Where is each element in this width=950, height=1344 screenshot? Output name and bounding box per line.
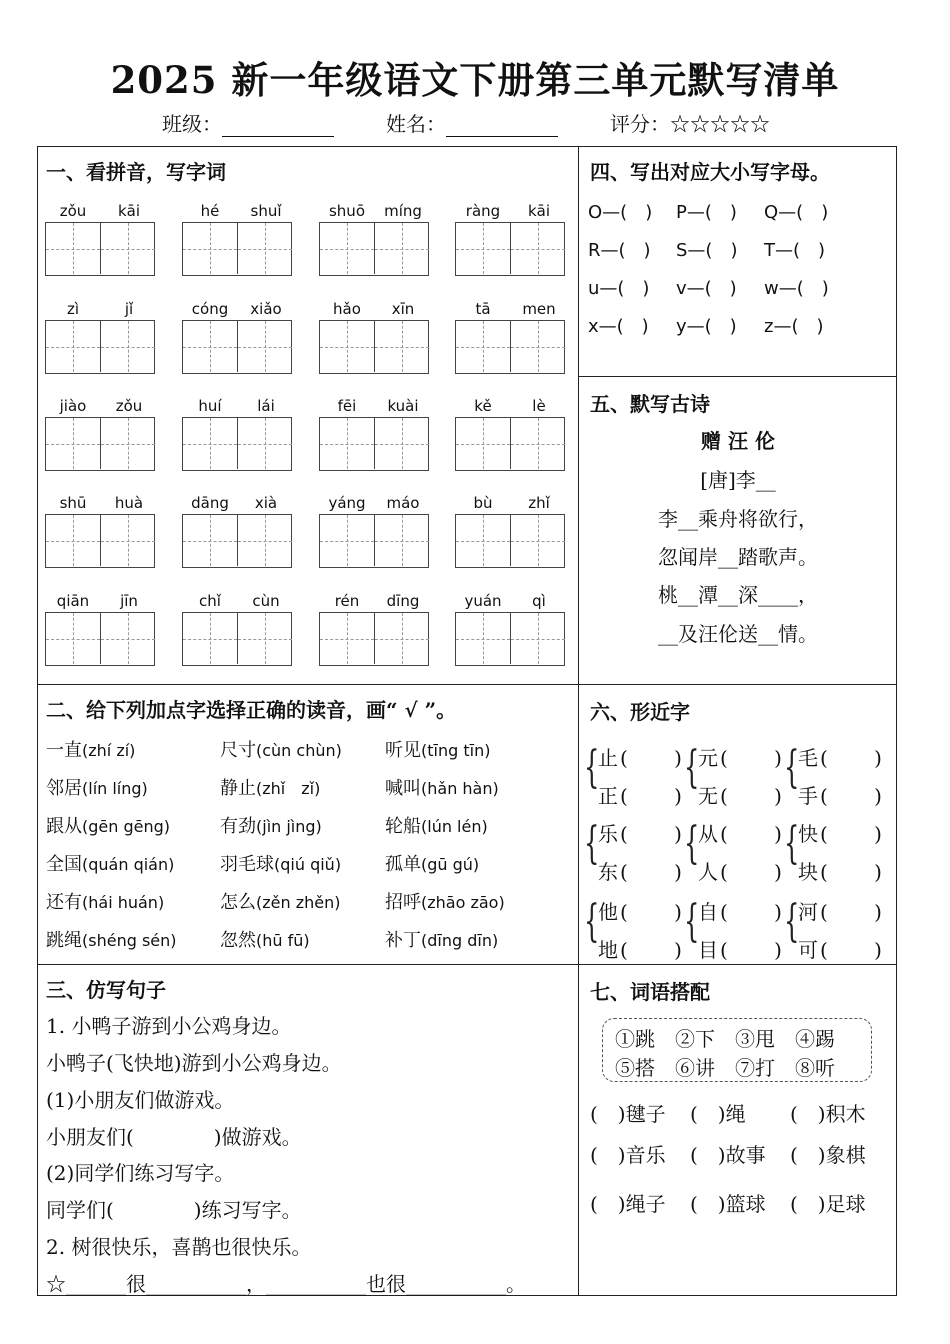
paren[interactable]: ( ): [720, 746, 782, 770]
sentence-line: (1)小朋友们做游戏。: [46, 1088, 235, 1112]
reading-options[interactable]: (gū gú): [421, 855, 480, 874]
writing-boxes[interactable]: [319, 514, 429, 568]
writing-cell[interactable]: [510, 613, 565, 664]
sentence-line[interactable]: 小朋友们( )做游戏。: [46, 1125, 302, 1149]
writing-cell[interactable]: [183, 223, 237, 274]
reading-word: 补丁: [385, 930, 421, 951]
reading-item: [220, 812, 322, 838]
section5-title: 五、默写古诗: [590, 392, 710, 416]
writing-cell[interactable]: [183, 321, 237, 372]
reading-item: [385, 888, 505, 914]
pinyin-label: huí: [198, 397, 222, 415]
writing-cell[interactable]: [320, 321, 374, 372]
letter-pair[interactable]: P—( ): [676, 202, 737, 223]
poem-line: 李__乘舟将欲行，: [658, 507, 818, 531]
reading-item: [220, 926, 310, 952]
similar-char: 块: [798, 860, 818, 884]
similar-char: 自: [698, 900, 718, 924]
reading-options[interactable]: (zhí zí): [82, 741, 136, 760]
reading-item: [220, 736, 342, 762]
writing-cell[interactable]: [320, 613, 374, 664]
sentence-line[interactable]: 同学们( )练习写字。: [46, 1198, 302, 1222]
reading-word: 怎么: [220, 892, 256, 913]
pinyin-group: [45, 494, 157, 570]
writing-boxes[interactable]: [319, 320, 429, 374]
reading-options[interactable]: (qiú qiǔ): [274, 855, 342, 874]
reading-word: 尺寸: [220, 740, 256, 761]
pinyin-label: kāi: [117, 202, 141, 220]
similar-char: 可: [798, 938, 818, 962]
paren[interactable]: ( ): [620, 860, 682, 884]
writing-boxes[interactable]: [319, 417, 429, 471]
reading-word: 还有: [46, 892, 82, 913]
pinyin-label: cóng: [191, 300, 229, 318]
reading-options[interactable]: (tīng tīn): [421, 741, 491, 760]
column-divider: [578, 146, 579, 1296]
paren[interactable]: ( ): [720, 938, 782, 962]
letter-pair[interactable]: v—( ): [676, 278, 737, 299]
pinyin-label: bù: [473, 494, 493, 512]
options-row: ①跳 ②下 ③甩 ④踢: [615, 1027, 835, 1051]
paren[interactable]: ( ): [720, 860, 782, 884]
writing-cell[interactable]: [237, 418, 292, 469]
writing-boxes[interactable]: [455, 320, 565, 374]
pinyin-group: [455, 397, 567, 473]
pinyin-group: [45, 397, 157, 473]
writing-cell[interactable]: [374, 613, 429, 664]
reading-word: 招呼: [385, 892, 421, 913]
sentence-line: (2)同学们练习写字。: [46, 1161, 235, 1185]
similar-char: 手: [798, 784, 818, 808]
brace-glyph: {: [584, 896, 600, 947]
reading-options[interactable]: (lín líng): [82, 779, 148, 798]
reading-word: 羽毛球: [220, 854, 274, 875]
poem-author: [唐]李__: [700, 468, 776, 492]
pinyin-label: jīn: [120, 592, 138, 610]
pinyin-label: fēi: [337, 397, 357, 415]
match-item[interactable]: ( )篮球: [690, 1192, 766, 1216]
pinyin-label: shū: [59, 494, 87, 512]
poem-line: 忽闻岸__踏歌声。: [658, 545, 818, 569]
pinyin-label: men: [522, 300, 556, 318]
writing-cell[interactable]: [510, 321, 565, 372]
poem-line: __及汪伦送__情。: [658, 622, 818, 646]
writing-boxes[interactable]: [45, 417, 155, 471]
pinyin-group: [182, 592, 294, 668]
letter-pair[interactable]: z—( ): [764, 316, 824, 337]
writing-boxes[interactable]: [455, 612, 565, 666]
reading-options[interactable]: (zěn zhěn): [256, 893, 341, 912]
writing-cell[interactable]: [374, 321, 429, 372]
writing-cell[interactable]: [374, 418, 429, 469]
similar-char: 目: [698, 938, 718, 962]
pinyin-label: xīn: [391, 300, 415, 318]
section7-title: 七、词语搭配: [590, 980, 710, 1004]
reading-word: 喊叫: [385, 778, 421, 799]
class-field: [162, 108, 334, 137]
row-divider-2: [37, 964, 897, 965]
brace-glyph: {: [684, 896, 700, 947]
reading-options[interactable]: (zhǐ zǐ): [256, 779, 321, 798]
pinyin-label: ràng: [465, 202, 501, 220]
similar-char: 正: [598, 784, 618, 808]
writing-cell[interactable]: [100, 418, 155, 469]
reading-word: 忽然: [220, 930, 256, 951]
pinyin-label: dīng: [386, 592, 420, 610]
reading-options[interactable]: (cùn chùn): [256, 741, 342, 760]
writing-cell[interactable]: [100, 321, 155, 372]
writing-cell[interactable]: [100, 515, 155, 566]
writing-cell[interactable]: [237, 321, 292, 372]
pinyin-label: rén: [334, 592, 360, 610]
reading-item: [385, 850, 479, 876]
reading-word: 全国: [46, 854, 82, 875]
writing-boxes[interactable]: [455, 417, 565, 471]
reading-word: 跳绳: [46, 930, 82, 951]
paren[interactable]: ( ): [820, 784, 882, 808]
pinyin-label: jiào: [59, 397, 87, 415]
pinyin-label: huà: [114, 494, 144, 512]
brace-glyph: {: [684, 742, 700, 793]
similar-char: 地: [598, 938, 618, 962]
similar-char: 从: [698, 822, 718, 846]
letter-pair[interactable]: Q—( ): [764, 202, 829, 223]
brace-glyph: {: [584, 818, 600, 869]
reading-options[interactable]: (dīng dīn): [421, 931, 499, 950]
writing-cell[interactable]: [374, 223, 429, 274]
brace-glyph: {: [684, 818, 700, 869]
reading-word: 静止: [220, 778, 256, 799]
pinyin-group: [45, 202, 157, 278]
writing-cell[interactable]: [237, 613, 292, 664]
poem-line: 桃__潭__深____，: [658, 583, 818, 607]
pinyin-label: hǎo: [333, 300, 361, 318]
writing-cell[interactable]: [237, 515, 292, 566]
pinyin-group: [455, 300, 567, 376]
pinyin-group: [319, 494, 431, 570]
writing-cell[interactable]: [320, 223, 374, 274]
reading-item: [385, 926, 498, 952]
reading-word: 听见: [385, 740, 421, 761]
similar-char: 人: [698, 860, 718, 884]
right-divider: [578, 376, 897, 377]
writing-cell[interactable]: [510, 418, 565, 469]
similar-char: 他: [598, 900, 618, 924]
reading-item: [220, 850, 341, 876]
writing-boxes[interactable]: [182, 417, 292, 471]
reading-item: [385, 736, 490, 762]
sentence-line: 2. 树很快乐，喜鹊也很快乐。: [46, 1235, 312, 1259]
writing-boxes[interactable]: [455, 222, 565, 276]
writing-boxes[interactable]: [45, 222, 155, 276]
similar-char: 河: [798, 900, 818, 924]
reading-options[interactable]: (hǎn hàn): [421, 779, 499, 798]
name-field: [386, 108, 558, 137]
writing-cell[interactable]: [456, 515, 510, 566]
pinyin-label: zǒu: [59, 202, 87, 220]
writing-cell[interactable]: [320, 418, 374, 469]
reading-options[interactable]: (lún lén): [421, 817, 488, 836]
pinyin-label: máo: [386, 494, 420, 512]
writing-cell[interactable]: [456, 613, 510, 664]
letter-pair[interactable]: w—( ): [764, 278, 829, 299]
writing-cell[interactable]: [320, 515, 374, 566]
section1-title: 一、看拼音，写字词: [46, 160, 226, 184]
writing-boxes[interactable]: [45, 320, 155, 374]
pinyin-label: hé: [200, 202, 220, 220]
writing-boxes[interactable]: [45, 514, 155, 568]
match-item[interactable]: ( )绳子: [590, 1192, 666, 1216]
similar-char: 乐: [598, 822, 618, 846]
reading-word: 邻居: [46, 778, 82, 799]
reading-item: [46, 926, 177, 952]
pinyin-group: [182, 494, 294, 570]
letter-pair[interactable]: O—( ): [588, 202, 653, 223]
brace-glyph: {: [784, 818, 800, 869]
reading-item: [385, 774, 499, 800]
pinyin-label: kuài: [387, 397, 419, 415]
writing-boxes[interactable]: [182, 612, 292, 666]
reading-options[interactable]: (gēn gēng): [82, 817, 171, 836]
options-row: ⑤搭 ⑥讲 ⑦打 ⑧听: [615, 1056, 835, 1080]
pinyin-label: jǐ: [124, 300, 134, 318]
reading-options[interactable]: (zhāo zāo): [421, 893, 505, 912]
reading-item: [46, 850, 174, 876]
brace-glyph: {: [584, 742, 600, 793]
row-divider-1: [37, 684, 897, 685]
letter-pair[interactable]: T—( ): [764, 240, 826, 261]
letter-pair[interactable]: y—( ): [676, 316, 737, 337]
pinyin-label: zhǐ: [528, 494, 550, 512]
section4-title: 四、写出对应大小写字母。: [590, 160, 830, 184]
writing-cell[interactable]: [374, 515, 429, 566]
writing-cell[interactable]: [183, 613, 237, 664]
paren[interactable]: ( ): [720, 822, 782, 846]
poem-title: 赠 汪 伦: [701, 429, 775, 453]
paren[interactable]: ( ): [620, 746, 682, 770]
pinyin-group: [455, 592, 567, 668]
writing-cell[interactable]: [46, 613, 100, 664]
writing-cell[interactable]: [100, 613, 155, 664]
letter-pair[interactable]: R—( ): [588, 240, 651, 261]
page-title: 2025 新一年级语文下册第三单元默写清单: [110, 58, 840, 102]
reading-word: 跟从: [46, 816, 82, 837]
pinyin-group: [182, 397, 294, 473]
pinyin-group: [182, 202, 294, 278]
writing-boxes[interactable]: [455, 514, 565, 568]
paren[interactable]: ( ): [620, 900, 682, 924]
writing-boxes[interactable]: [319, 612, 429, 666]
star-rating[interactable]: ☆☆☆☆☆: [670, 112, 770, 136]
writing-cell[interactable]: [183, 418, 237, 469]
writing-boxes[interactable]: [182, 222, 292, 276]
writing-cell[interactable]: [237, 223, 292, 274]
reading-word: 一直: [46, 740, 82, 761]
pinyin-group: [455, 494, 567, 570]
reading-word: 有劲: [220, 816, 256, 837]
pinyin-group: [319, 202, 431, 278]
sentence-line[interactable]: ☆______很__________，__________也很__________。: [46, 1272, 526, 1296]
reading-item: [46, 888, 164, 914]
letter-pair[interactable]: S—( ): [676, 240, 738, 261]
similar-char: 快: [798, 822, 818, 846]
similar-char: 元: [698, 746, 718, 770]
writing-cell[interactable]: [510, 515, 565, 566]
pinyin-label: qiān: [56, 592, 90, 610]
reading-options[interactable]: (hū fū): [256, 931, 310, 950]
paren[interactable]: ( ): [620, 938, 682, 962]
writing-cell[interactable]: [100, 223, 155, 274]
pinyin-label: yáng: [328, 494, 366, 512]
brace-glyph: {: [784, 742, 800, 793]
reading-options[interactable]: (quán qián): [82, 855, 175, 874]
pinyin-label: míng: [384, 202, 422, 220]
writing-cell[interactable]: [183, 515, 237, 566]
reading-word: 孤单: [385, 854, 421, 875]
section3-title: 三、仿写句子: [46, 978, 166, 1002]
writing-cell[interactable]: [456, 223, 510, 274]
writing-cell[interactable]: [46, 321, 100, 372]
paren[interactable]: ( ): [720, 900, 782, 924]
pinyin-label: zǒu: [115, 397, 143, 415]
pinyin-group: [319, 397, 431, 473]
match-item[interactable]: ( )积木: [790, 1102, 866, 1126]
sentence-line: 小鸭子(飞快地)游到小公鸡身边。: [46, 1051, 342, 1075]
writing-boxes[interactable]: [182, 320, 292, 374]
reading-item: [46, 812, 170, 838]
section2-title: 二、给下列加点字选择正确的读音，画“ √ ”。: [46, 698, 457, 722]
pinyin-group: [45, 300, 157, 376]
reading-item: [46, 774, 148, 800]
writing-boxes[interactable]: [319, 222, 429, 276]
class-label: 班级：: [162, 112, 222, 136]
pinyin-label: shuǐ: [250, 202, 282, 220]
paren[interactable]: ( ): [820, 900, 882, 924]
similar-char: 毛: [798, 746, 818, 770]
score-field: [610, 108, 770, 137]
brace-glyph: {: [784, 896, 800, 947]
sentence-line: 1. 小鸭子游到小公鸡身边。: [46, 1014, 292, 1038]
pinyin-label: yuán: [464, 592, 502, 610]
paren[interactable]: ( ): [620, 822, 682, 846]
match-item[interactable]: ( )足球: [790, 1192, 866, 1216]
pinyin-label: xiǎo: [250, 300, 282, 318]
pinyin-group: [182, 300, 294, 376]
score-label: 评分：: [610, 112, 670, 136]
pinyin-label: kě: [474, 397, 492, 415]
writing-cell[interactable]: [456, 321, 510, 372]
reading-item: [385, 812, 488, 838]
writing-boxes[interactable]: [45, 612, 155, 666]
paren[interactable]: ( ): [820, 822, 882, 846]
reading-item: [220, 774, 320, 800]
match-item[interactable]: ( )音乐: [590, 1143, 666, 1167]
pinyin-label: lái: [257, 397, 275, 415]
pinyin-group: [45, 592, 157, 668]
section6-title: 六、形近字: [590, 700, 690, 724]
pinyin-group: [455, 202, 567, 278]
letter-pair[interactable]: u—( ): [588, 278, 650, 299]
match-item[interactable]: ( )绳: [690, 1102, 746, 1126]
name-label: 姓名：: [386, 112, 446, 136]
word-options-box: [602, 1018, 872, 1082]
class-blank[interactable]: [222, 116, 334, 137]
pinyin-label: zì: [66, 300, 80, 318]
writing-cell[interactable]: [46, 515, 100, 566]
pinyin-label: dāng: [191, 494, 229, 512]
similar-char: 无: [698, 784, 718, 808]
pinyin-label: tā: [475, 300, 491, 318]
writing-cell[interactable]: [46, 418, 100, 469]
pinyin-label: cùn: [252, 592, 280, 610]
reading-item: [46, 736, 135, 762]
paren[interactable]: ( ): [720, 784, 782, 808]
writing-boxes[interactable]: [182, 514, 292, 568]
reading-options[interactable]: (hái huán): [82, 893, 165, 912]
similar-char: 止: [598, 746, 618, 770]
paren[interactable]: ( ): [820, 746, 882, 770]
paren[interactable]: ( ): [820, 860, 882, 884]
paren[interactable]: ( ): [620, 784, 682, 808]
pinyin-group: [319, 300, 431, 376]
match-item[interactable]: ( )象棋: [790, 1143, 866, 1167]
match-item[interactable]: ( )故事: [690, 1143, 766, 1167]
pinyin-group: [319, 592, 431, 668]
letter-pair[interactable]: x—( ): [588, 316, 649, 337]
reading-options[interactable]: (shéng sén): [82, 931, 177, 950]
pinyin-label: qì: [532, 592, 546, 610]
similar-char: 东: [598, 860, 618, 884]
match-item[interactable]: ( )毽子: [590, 1102, 666, 1126]
paren[interactable]: ( ): [820, 938, 882, 962]
pinyin-label: kāi: [527, 202, 551, 220]
pinyin-label: xià: [254, 494, 278, 512]
writing-cell[interactable]: [510, 223, 565, 274]
reading-options[interactable]: (jìn jìng): [256, 817, 322, 836]
pinyin-label: shuō: [328, 202, 365, 220]
pinyin-label: chǐ: [199, 592, 221, 610]
reading-word: 轮船: [385, 816, 421, 837]
writing-cell[interactable]: [456, 418, 510, 469]
reading-item: [220, 888, 340, 914]
name-blank[interactable]: [446, 116, 558, 137]
pinyin-label: lè: [532, 397, 546, 415]
writing-cell[interactable]: [46, 223, 100, 274]
